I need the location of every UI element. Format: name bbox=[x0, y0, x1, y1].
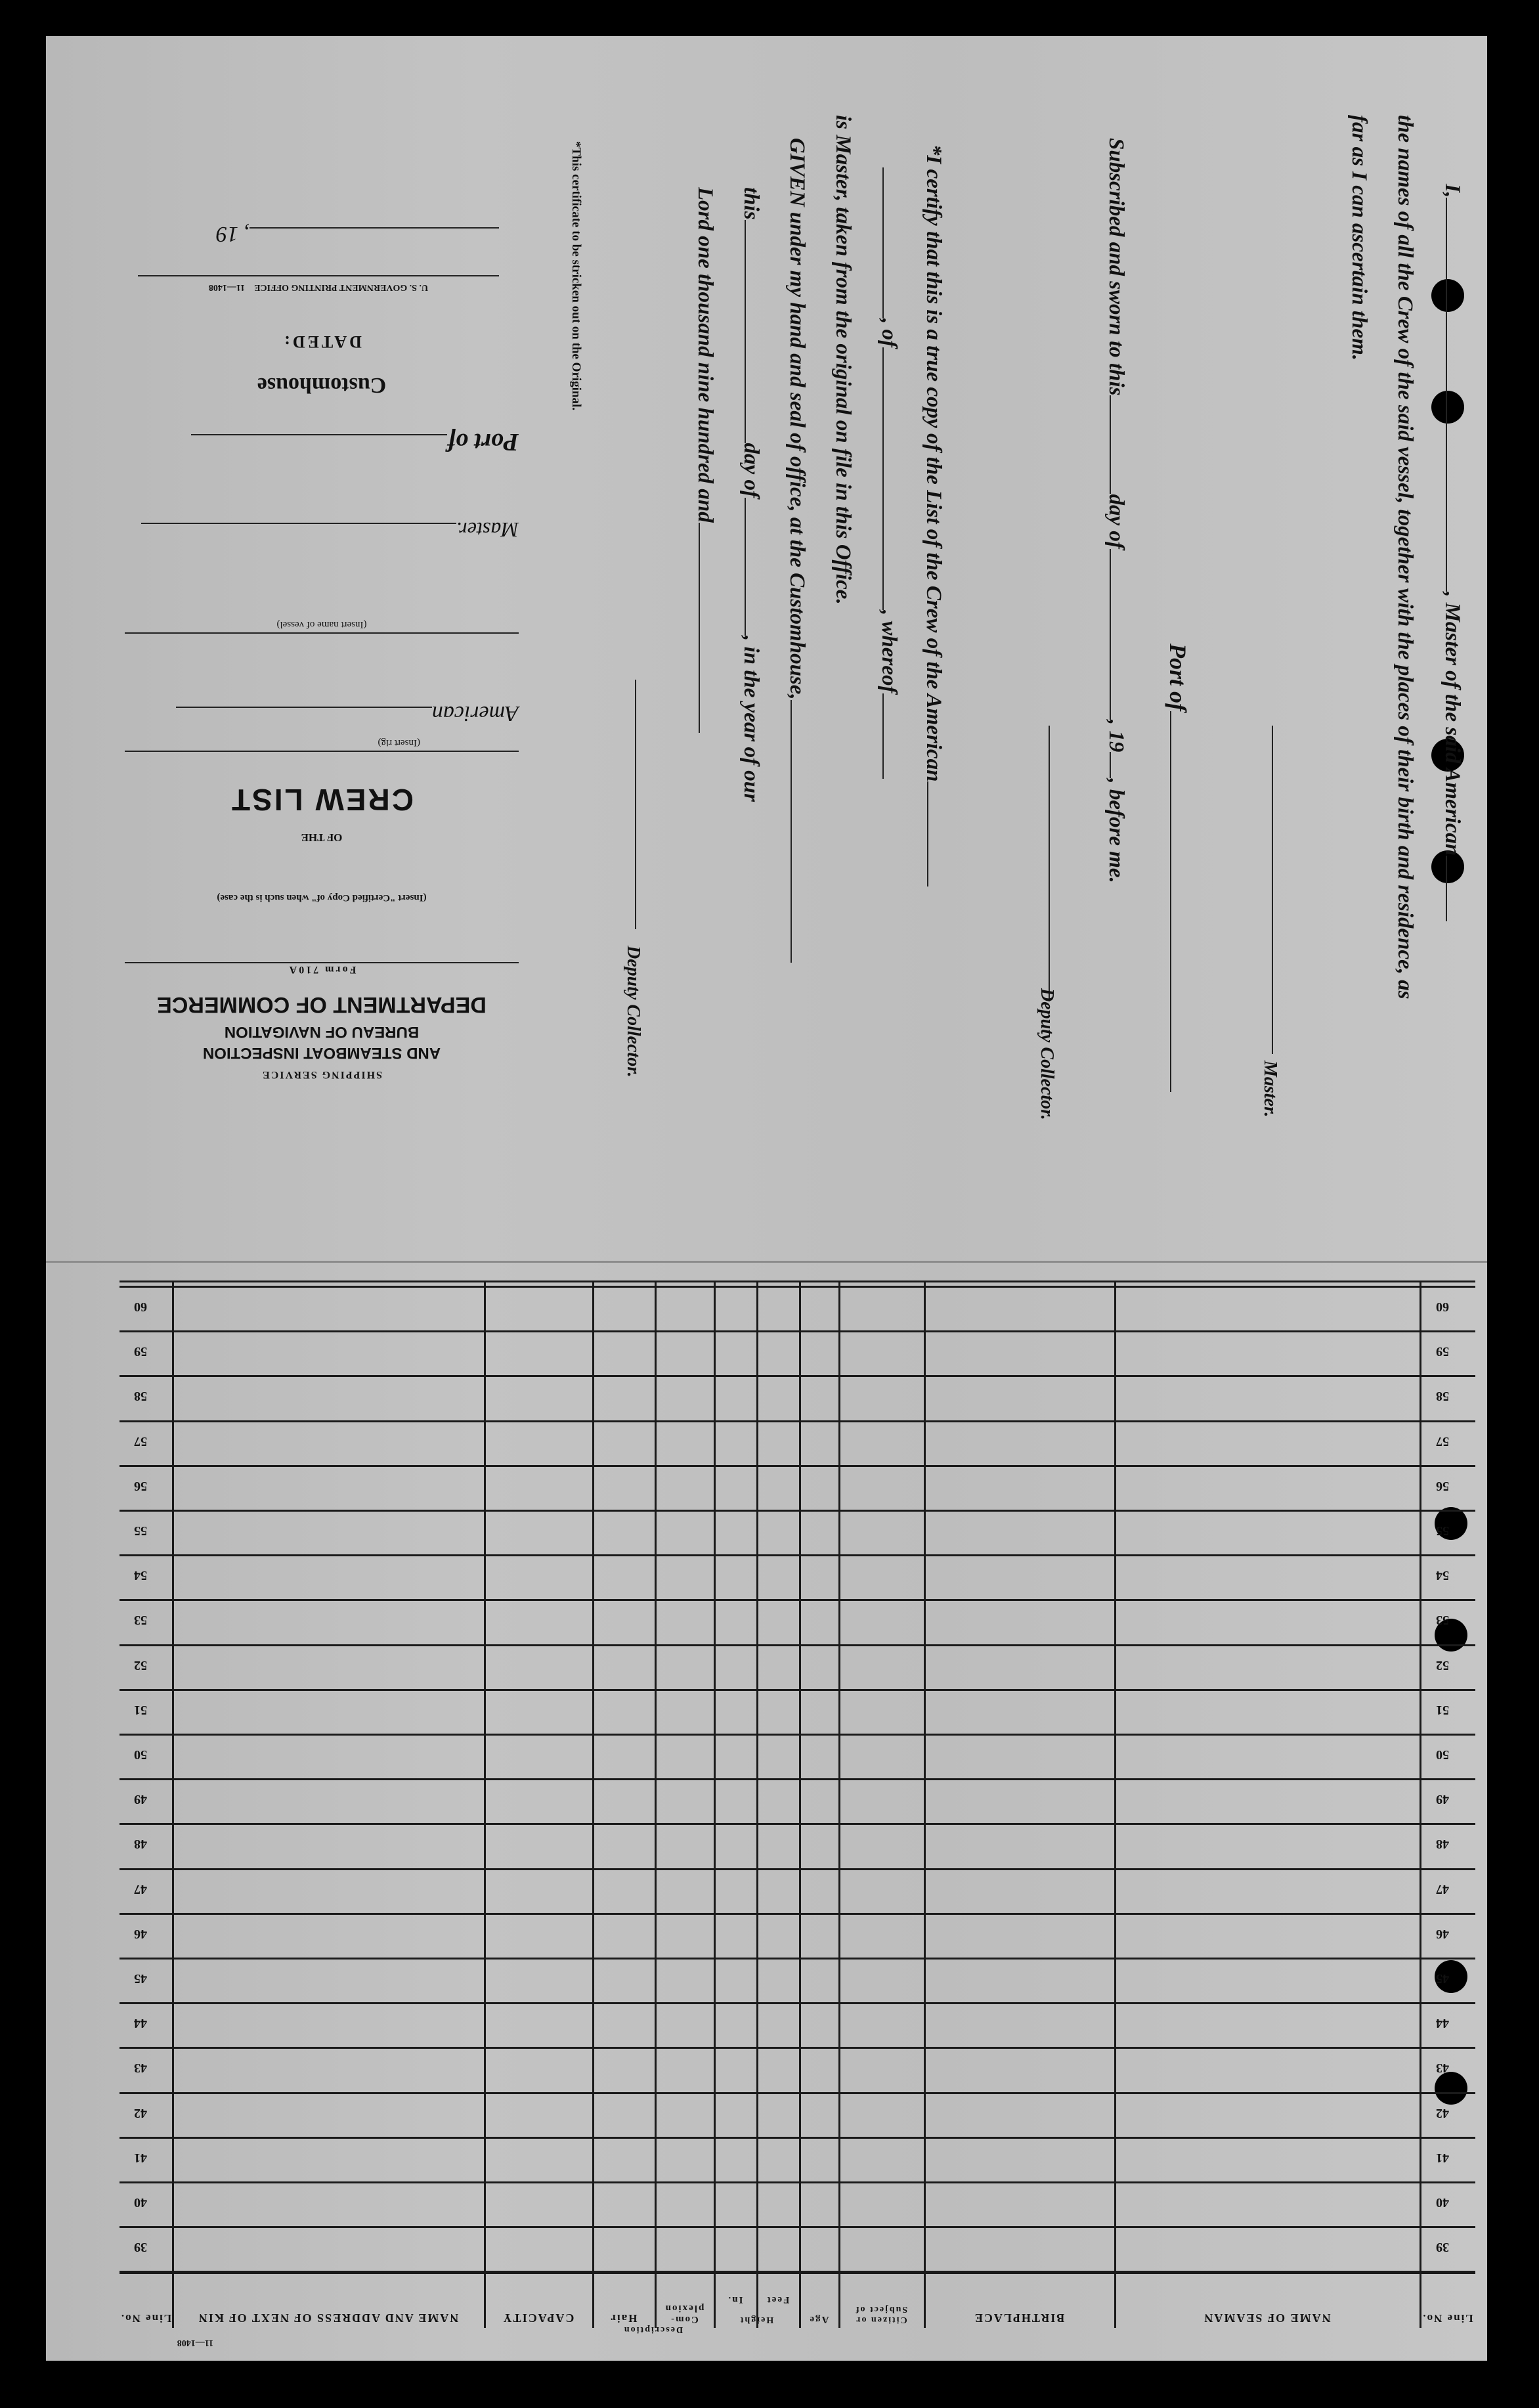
row-number-right: 45 bbox=[1436, 1971, 1449, 1986]
cover-form-no: Form 710A bbox=[125, 962, 519, 975]
header-birthplace: BIRTHPLACE bbox=[973, 2311, 1065, 2325]
row-number-right: 43 bbox=[1436, 2061, 1449, 2076]
row-number-left: 53 bbox=[134, 1613, 147, 1628]
table-row-divider bbox=[119, 1330, 1475, 1332]
page-fold bbox=[46, 1261, 1487, 1263]
row-number-right: 44 bbox=[1436, 2016, 1449, 2031]
table-row-divider bbox=[119, 2047, 1475, 2049]
cover-dated: DATED: bbox=[282, 332, 362, 351]
row-number-left: 48 bbox=[134, 1837, 147, 1852]
table-row-divider bbox=[119, 1689, 1475, 1691]
row-number-right: 53 bbox=[1436, 1613, 1449, 1628]
header-complexion: Com-plexion bbox=[664, 2303, 704, 2325]
row-number-left: 57 bbox=[134, 1434, 147, 1449]
certify-line-1: *I certify that this is a true copy of the List of the Crew of the American bbox=[921, 144, 945, 887]
cover-bureau-2: AND STEAMBOAT INSPECTION bbox=[202, 1044, 441, 1062]
row-number-left: 39 bbox=[134, 2240, 147, 2255]
row-number-left: 43 bbox=[134, 2061, 147, 2076]
row-number-left: 47 bbox=[134, 1881, 147, 1896]
certify-line-5: thisday of, in the year of our bbox=[739, 187, 763, 802]
footer-form-code: 11—1408 bbox=[177, 2338, 213, 2348]
row-number-right: 51 bbox=[1436, 1702, 1449, 1717]
cover-insert-cert: (Insert "Certified Copy of" when such is the case) bbox=[217, 892, 427, 903]
table-row-divider bbox=[119, 1375, 1475, 1377]
row-number-left: 59 bbox=[134, 1344, 147, 1359]
header-description: Description bbox=[622, 2325, 683, 2334]
table-row-divider bbox=[119, 1420, 1475, 1422]
master-signature-line bbox=[1268, 726, 1280, 1054]
row-number-right: 39 bbox=[1436, 2240, 1449, 2255]
cover-master-line bbox=[125, 496, 519, 548]
row-number-left: 51 bbox=[134, 1702, 147, 1717]
cover-of-the: OF THE bbox=[301, 831, 343, 844]
row-number-right: 41 bbox=[1436, 2150, 1449, 2165]
table-row-divider bbox=[119, 1554, 1475, 1556]
form-code-top: 11—1408 bbox=[208, 282, 246, 292]
row-number-right: 49 bbox=[1436, 1792, 1449, 1807]
footnote: *This certificate to be stricken out on the Original. bbox=[569, 141, 583, 411]
table-row-divider bbox=[119, 1644, 1475, 1646]
row-number-right: 46 bbox=[1436, 1926, 1449, 1941]
row-number-right: 55 bbox=[1436, 1523, 1449, 1538]
year-suffix: , 19 bbox=[216, 222, 249, 246]
oath-line-3: far as I can ascertain them. bbox=[1347, 115, 1371, 361]
oath-line-2: the names of all the Crew of the said vessel, together with the places of their birth and residence, as bbox=[1393, 115, 1417, 999]
header-age: Age bbox=[808, 2314, 829, 2325]
row-number-right: 58 bbox=[1436, 1389, 1449, 1404]
cover-port-block bbox=[125, 312, 519, 456]
table-row-divider bbox=[119, 1868, 1475, 1870]
row-number-right: 42 bbox=[1436, 2105, 1449, 2120]
deputy-collector-label-2: Deputy Collector. bbox=[623, 946, 643, 1078]
row-number-left: 60 bbox=[134, 1300, 147, 1314]
cover-department: DEPARTMENT OF COMMERCE bbox=[157, 992, 487, 1017]
row-number-right: 50 bbox=[1436, 1747, 1449, 1762]
cover-insert-rig: (Insert rig) bbox=[125, 737, 519, 752]
table-row-divider bbox=[119, 2226, 1475, 2228]
table-row-divider bbox=[119, 1778, 1475, 1780]
header-line-no-kin: Line No. bbox=[119, 2312, 172, 2325]
row-number-left: 40 bbox=[134, 2195, 147, 2210]
header-capacity: CAPACITY bbox=[502, 2311, 574, 2325]
row-number-left: 49 bbox=[134, 1792, 147, 1807]
cover-american: American bbox=[431, 701, 519, 726]
row-number-right: 52 bbox=[1436, 1657, 1449, 1673]
table-row-divider bbox=[119, 2137, 1475, 2139]
cover-customhouse: Customhouse bbox=[257, 373, 387, 397]
header-line-no: Line No. bbox=[1421, 2312, 1473, 2325]
subscribed-line: Subscribed and sworn to thisday of, 19, before me. bbox=[1104, 138, 1128, 883]
header-name-of-seaman: NAME OF SEAMAN bbox=[1203, 2311, 1331, 2325]
row-number-right: 57 bbox=[1436, 1434, 1449, 1449]
certify-line-3: is Master, taken from the original on file in this Office. bbox=[831, 115, 855, 605]
row-number-left: 41 bbox=[134, 2150, 147, 2165]
certify-line-4: GIVEN under my hand and seal of office, at the Customhouse, bbox=[785, 138, 809, 963]
row-number-left: 44 bbox=[134, 2016, 147, 2031]
header-in: In. bbox=[727, 2294, 743, 2305]
table-row-divider bbox=[119, 1913, 1475, 1915]
row-number-right: 47 bbox=[1436, 1881, 1449, 1896]
row-number-right: 56 bbox=[1436, 1478, 1449, 1493]
table-row-divider bbox=[119, 1734, 1475, 1736]
row-number-right: 48 bbox=[1436, 1837, 1449, 1852]
deputy-signature-line-2 bbox=[632, 680, 643, 929]
row-number-right: 60 bbox=[1436, 1300, 1449, 1314]
row-number-left: 45 bbox=[134, 1971, 147, 1986]
table-row-divider bbox=[119, 1510, 1475, 1512]
header-hair: Hair bbox=[609, 2312, 638, 2325]
cover-crew-list: CREW LIST bbox=[230, 783, 414, 817]
table-row-divider bbox=[119, 1599, 1475, 1601]
cover-american-line bbox=[125, 686, 519, 752]
cover-title-block bbox=[125, 758, 519, 844]
cover-top-strip bbox=[138, 181, 499, 292]
certify-line-2: , of, whereof bbox=[877, 167, 901, 779]
table-row-divider bbox=[119, 1823, 1475, 1825]
certify-line-6: Lord one thousand nine hundred and bbox=[693, 187, 717, 733]
header-height: Height bbox=[739, 2315, 774, 2325]
crew-table bbox=[119, 1281, 1475, 2334]
row-number-left: 55 bbox=[134, 1523, 147, 1538]
table-row-divider bbox=[119, 2181, 1475, 2183]
cover-insert-name: (Insert name of vessel) bbox=[125, 619, 519, 634]
cover-master: Master. bbox=[456, 518, 519, 542]
row-number-left: 50 bbox=[134, 1747, 147, 1762]
printer-note: U. S. GOVERNMENT PRINTING OFFICE bbox=[254, 282, 429, 292]
cover-port-of: Port of bbox=[447, 428, 519, 456]
table-row-divider bbox=[119, 2002, 1475, 2004]
row-number-left: 46 bbox=[134, 1926, 147, 1941]
master-label: Master. bbox=[1260, 1061, 1280, 1118]
port-of-label: Port of bbox=[1164, 644, 1192, 1092]
cover-vessel-line bbox=[125, 581, 519, 634]
crew-list-form bbox=[46, 36, 1487, 2361]
row-number-left: 42 bbox=[134, 2105, 147, 2120]
header-feet: Feet bbox=[766, 2294, 790, 2305]
table-row-divider bbox=[119, 1465, 1475, 1467]
row-number-left: 54 bbox=[134, 1568, 147, 1583]
row-number-right: 59 bbox=[1436, 1344, 1449, 1359]
cover-bureau-1: BUREAU OF NAVIGATION bbox=[224, 1023, 420, 1041]
deputy-collector-label-1: Deputy Collector. bbox=[1037, 988, 1057, 1120]
oath-line-1: I,, Master of the said American bbox=[1440, 184, 1464, 921]
row-number-right: 54 bbox=[1436, 1568, 1449, 1583]
row-number-left: 52 bbox=[134, 1657, 147, 1673]
row-number-left: 56 bbox=[134, 1478, 147, 1493]
row-number-right: 40 bbox=[1436, 2195, 1449, 2210]
table-row-divider bbox=[119, 2092, 1475, 2094]
cover-dept-block bbox=[125, 929, 519, 1080]
deputy-signature-line bbox=[1045, 726, 1057, 1001]
header-citizen: Citizen or Subject of bbox=[854, 2304, 908, 2325]
header-next-of-kin: NAME AND ADDRESS OF NEXT OF KIN bbox=[197, 2311, 459, 2325]
table-row-divider bbox=[119, 1958, 1475, 1959]
row-number-left: 58 bbox=[134, 1389, 147, 1404]
cover-service: SHIPPING SERVICE bbox=[261, 1069, 382, 1080]
